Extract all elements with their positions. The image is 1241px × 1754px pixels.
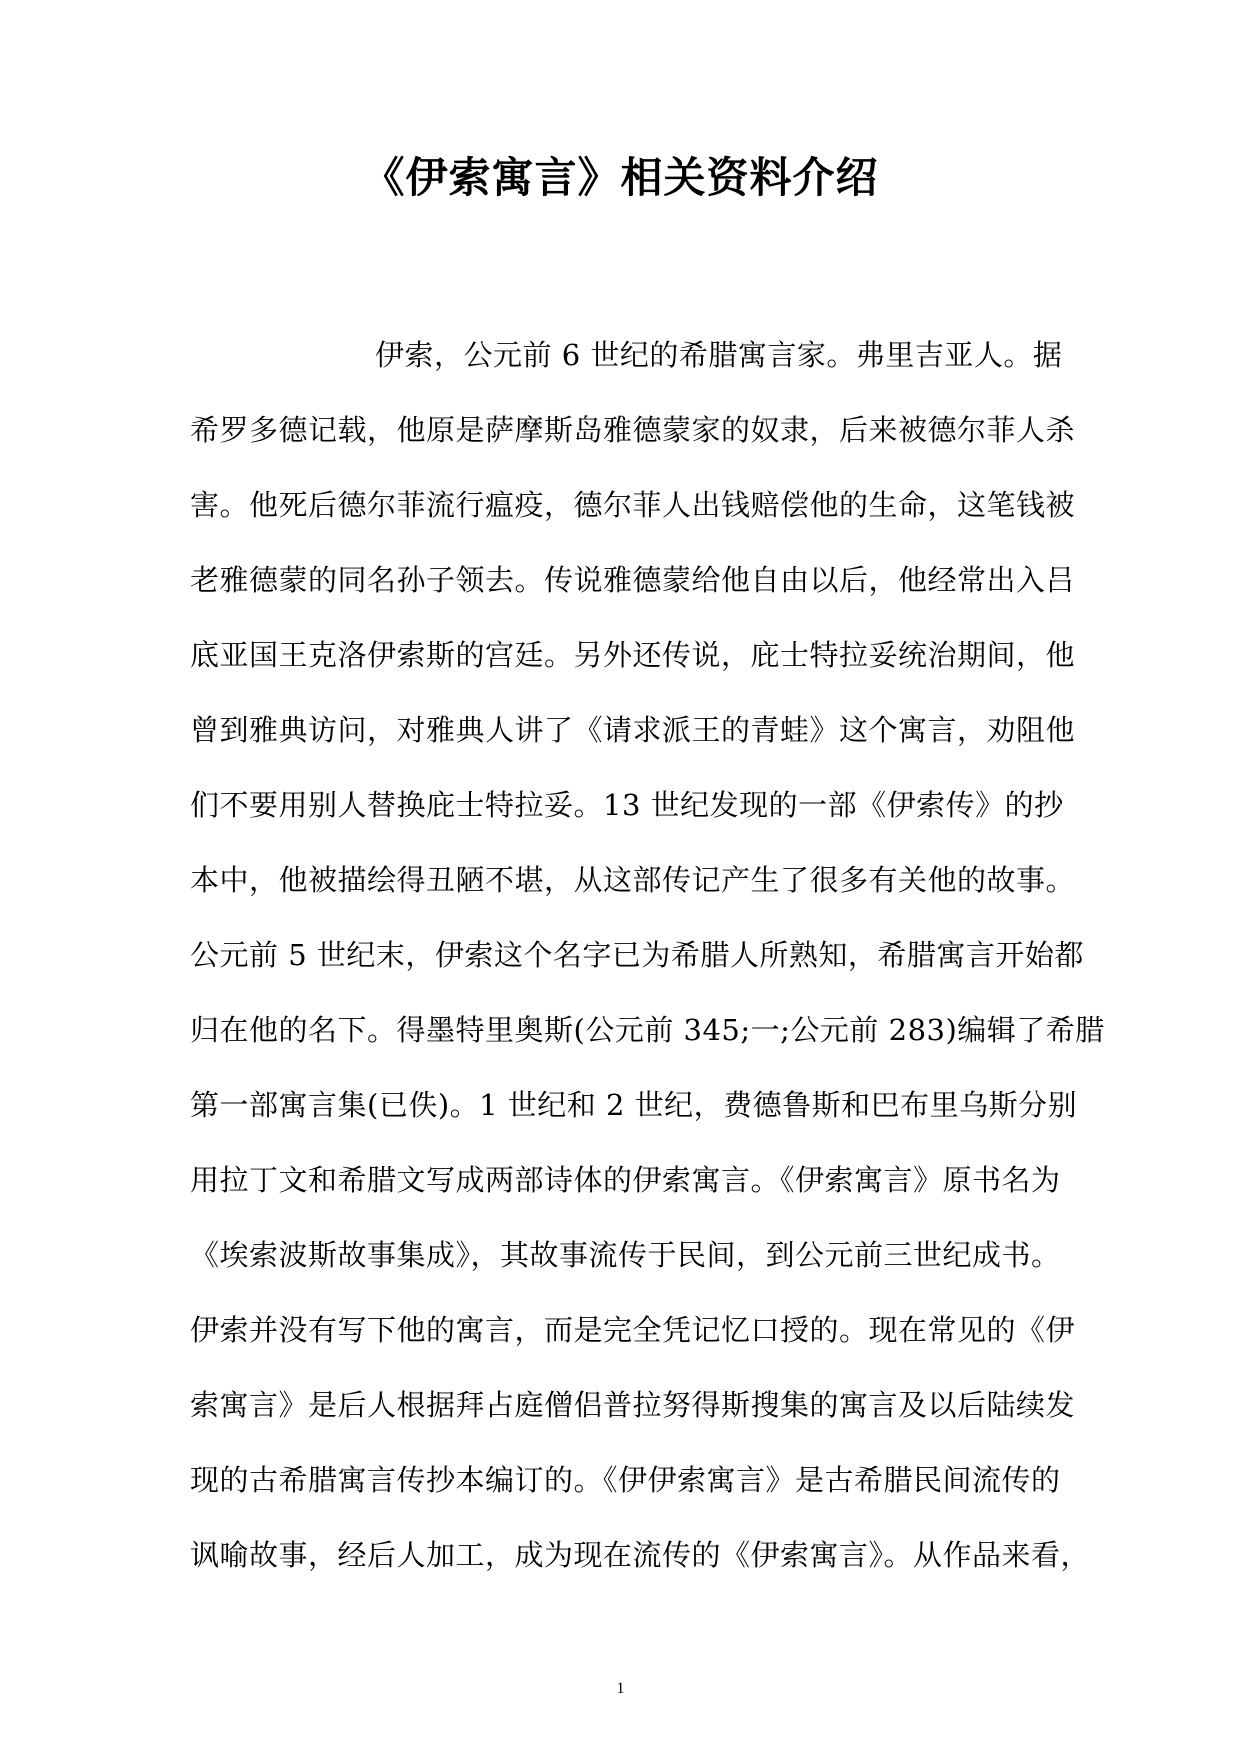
text-line: 用拉丁文和希腊文写成两部诗体的伊索寓言。《伊索寓言》原书名为	[190, 1163, 1061, 1197]
page-number: 1	[616, 1680, 625, 1697]
page-title: 《伊索寓言》相关资料介绍	[362, 153, 879, 202]
body-paragraph	[190, 333, 1105, 1608]
text-line: 讽喻故事，经后人加工，成为现在流传的《伊索寓言》。从作品来看，	[190, 1538, 1091, 1572]
text-line: 现的古希腊寓言传抄本编订的。《伊伊索寓言》是古希腊民间流传的	[190, 1463, 1061, 1497]
text-line: 老雅德蒙的同名孙子领去。传说雅德蒙给他自由以后，他经常出入吕	[190, 563, 1076, 597]
text-line: 公元前 5 世纪末，伊索这个名字已为希腊人所熟知，希腊寓言开始都	[190, 938, 1084, 972]
text-line: 伊索并没有写下他的寓言，而是完全凭记忆口授的。现在常见的《伊	[190, 1313, 1076, 1347]
text-line: 害。他死后德尔菲流行瘟疫，德尔菲人出钱赔偿他的生命，这笔钱被	[190, 488, 1076, 522]
text-line: 伊索，公元前 6 世纪的希腊寓言家。弗里吉亚人。据	[375, 338, 1063, 372]
text-line: 索寓言》是后人根据拜占庭僧侣普拉努得斯搜集的寓言及以后陆续发	[190, 1388, 1076, 1422]
text-line: 归在他的名下。得墨特里奥斯(公元前 345;一;公元前 283)编辑了希腊	[190, 1013, 1105, 1047]
text-line: 第一部寓言集(已佚)。1 世纪和 2 世纪，费德鲁斯和巴布里乌斯分别	[190, 1088, 1078, 1122]
text-line: 《埃索波斯故事集成》，其故事流传于民间，到公元前三世纪成书。	[190, 1238, 1061, 1272]
text-line: 底亚国王克洛伊索斯的宫廷。另外还传说，庇士特拉妥统治期间，他	[190, 638, 1076, 672]
text-line: 本中，他被描绘得丑陋不堪，从这部传记产生了很多有关他的故事。	[190, 863, 1076, 897]
text-line: 们不要用别人替换庇士特拉妥。13 世纪发现的一部《伊索传》的抄	[190, 788, 1064, 822]
text-line: 希罗多德记载，他原是萨摩斯岛雅德蒙家的奴隶，后来被德尔菲人杀	[190, 413, 1076, 447]
text-line: 曾到雅典访问，对雅典人讲了《请求派王的青蛙》这个寓言，劝阻他	[190, 713, 1076, 747]
